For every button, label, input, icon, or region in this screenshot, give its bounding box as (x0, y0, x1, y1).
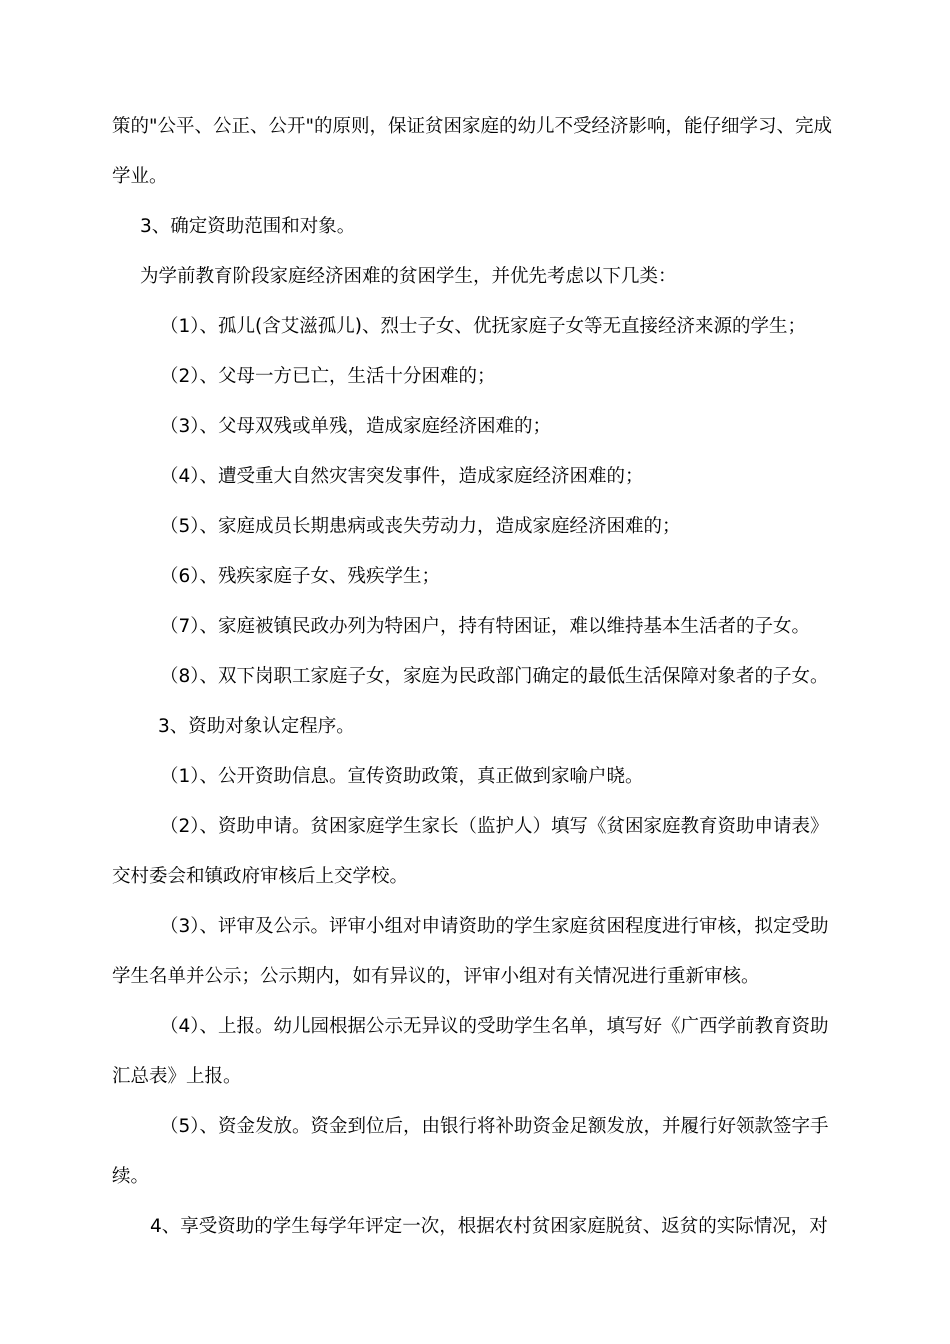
text-line: 汇总表》上报。 (112, 1066, 242, 1087)
text-line: 交村委会和镇政府审核后上交学校。 (112, 866, 409, 887)
text-line: 为学前教育阶段家庭经济困难的贫困学生，并优先考虑以下几类： (140, 266, 677, 287)
list-item: （7）、家庭被镇民政办列为特困户，持有特困证，难以维持基本生活者的子女。 (160, 616, 811, 637)
text-line: 学业。 (112, 166, 168, 187)
list-item: （1）、公开资助信息。宣传资助政策，真正做到家喻户晓。 (160, 766, 644, 787)
section-heading: 4、享受资助的学生每学年评定一次，根据农村贫困家庭脱贫、返贫的实际情况，对 (150, 1216, 828, 1237)
list-item: （6）、残疾家庭子女、残疾学生； (160, 566, 441, 587)
list-item: （2）、资助申请。贫困家庭学生家长（监护人）填写《贫困家庭教育资助申请表》 (160, 816, 829, 837)
text-line: 学生名单并公示；公示期内，如有异议的，评审小组对有关情况进行重新审核。 (112, 966, 760, 987)
list-item: （2）、父母一方已亡，生活十分困难的； (160, 366, 496, 387)
list-item: （3）、父母双残或单残，造成家庭经济困难的； (160, 416, 552, 437)
list-item: （4）、上报。幼儿园根据公示无异议的受助学生名单，填写好《广西学前教育资助 (160, 1016, 829, 1037)
list-item: （8）、双下岗职工家庭子女，家庭为民政部门确定的最低生活保障对象者的子女。 (160, 666, 829, 687)
list-item: （3）、评审及公示。评审小组对申请资助的学生家庭贫困程度进行审核，拟定受助 (160, 916, 829, 937)
list-item: （4）、遭受重大自然灾害突发事件，造成家庭经济困难的； (160, 466, 644, 487)
list-item: （5）、资金发放。资金到位后，由银行将补助资金足额发放，并履行好领款签字手 (160, 1116, 829, 1137)
list-item: （5）、家庭成员长期患病或丧失劳动力，造成家庭经济困难的； (160, 516, 681, 537)
text-line: 策的"公平、公正、公开"的原则，保证贫困家庭的幼儿不受经济影响，能仔细学习、完成 (112, 116, 833, 137)
text-line: 续。 (112, 1166, 150, 1187)
section-heading: 3、资助对象认定程序。 (158, 716, 355, 737)
list-item: （1）、孤儿(含艾滋孤儿)、烈士子女、优抚家庭子女等无直接经济来源的学生； (160, 316, 806, 337)
section-heading: 3、确定资助范围和对象。 (140, 216, 356, 237)
